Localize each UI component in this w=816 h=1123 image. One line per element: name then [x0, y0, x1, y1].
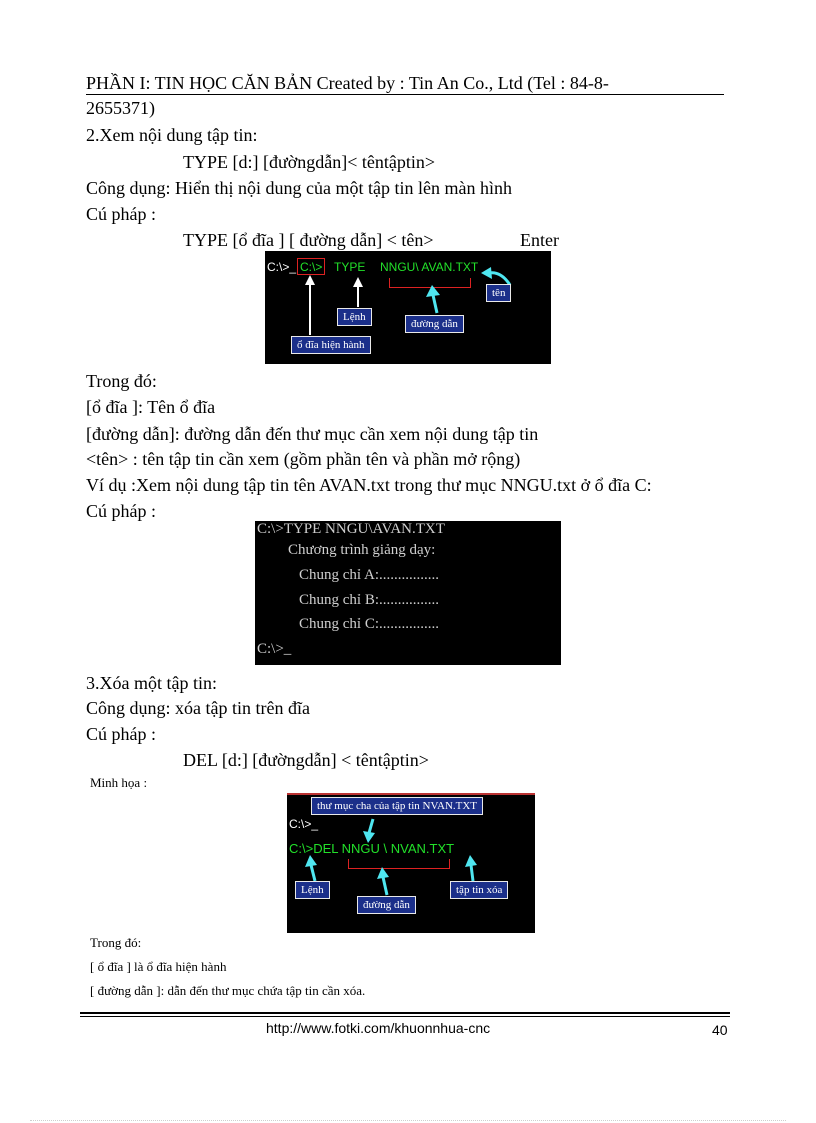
- prompt-text: C:\>_: [267, 260, 297, 274]
- section-2-item-3: <tên> : tên tập tin cần xem (gồm phần tên và phần mở rộng): [86, 449, 521, 469]
- drive-text: C:\>: [300, 260, 323, 274]
- del-command-line: C:\>DEL NNGU \ NVAN.TXT: [289, 841, 455, 856]
- label-parent-dir: thư mục cha của tập tin NVAN.TXT: [311, 797, 483, 815]
- section-3-trong-do: Trong đó:: [90, 935, 142, 950]
- label-o-dia: ổ đĩa hiện hành: [291, 336, 371, 354]
- section-2-cu-phap: Cú pháp :: [86, 204, 156, 224]
- output-line-6: C:\>_: [257, 641, 292, 657]
- output-line-3: Chung chỉ A:................: [299, 567, 440, 583]
- section-2-item-1: [ổ đĩa ]: Tên ổ đĩa: [86, 397, 216, 417]
- label-lenh: Lệnh: [337, 308, 372, 326]
- section-2-trong-do: Trong đó:: [86, 371, 157, 391]
- figure-del-command: [287, 793, 535, 933]
- figure-type-output: [255, 521, 561, 665]
- del-label-tap-tin: tập tin xóa: [450, 881, 508, 899]
- section-2-cu-phap-2: Cú pháp :: [86, 501, 156, 521]
- footer-rule-thin: [80, 1016, 730, 1017]
- section-3-item-2: [ đường dẫn ]: dẫn đến thư mục chứa tập tin cần xóa.: [90, 983, 366, 998]
- page-header: PHẦN I: TIN HỌC CĂN BẢN Created by : Tin An Co., Ltd (Tel : 84-8-: [86, 73, 609, 93]
- command-text: TYPE: [334, 260, 366, 274]
- label-ten: tên: [486, 284, 511, 302]
- enter-key-label: Enter: [520, 230, 559, 250]
- section-2-usage: Công dụng: Hiển thị nội dung của một tập tin lên màn hình: [86, 178, 512, 198]
- page-number: 40: [712, 1022, 728, 1038]
- section-3-title: 3.Xóa một tập tin:: [86, 673, 217, 693]
- section-3-item-1: [ ổ đĩa ] là ổ đĩa hiện hành: [90, 959, 227, 974]
- section-2-item-2: [đường dẫn]: đường dẫn đến thư mục cần xem nội dung tập tin: [86, 424, 539, 444]
- section-3-usage: Công dụng: xóa tập tin trên đĩa: [86, 698, 310, 718]
- page-header-cont: 2655371): [86, 98, 155, 118]
- path-text: NNGU\ AVAN.TXT: [380, 260, 479, 274]
- section-2-title: 2.Xem nội dung tập tin:: [86, 125, 258, 145]
- del-prompt: C:\>_: [289, 817, 319, 831]
- section-3-minh-hoa: Minh họa :: [90, 775, 148, 790]
- del-label-duong-dan: đường dẫn: [357, 896, 416, 914]
- footer-rule-thick: [80, 1012, 730, 1014]
- section-3-cu-phap: Cú pháp :: [86, 724, 156, 744]
- label-duong-dan: đường dẫn: [405, 315, 464, 333]
- figure-type-command: [265, 251, 551, 364]
- output-line-5: Chung chỉ C:................: [299, 616, 440, 632]
- output-line-2: Chương trình giảng dạy:: [288, 542, 436, 558]
- section-2-syntax2: TYPE [ổ đĩa ] [ đường dẫn] < tên>: [183, 230, 434, 250]
- section-2-syntax: TYPE [d:] [đườngdẫn]< têntậptin>: [183, 152, 436, 172]
- section-2-example: Ví dụ :Xem nội dung tập tin tên AVAN.txt trong thư mục NNGU.txt ở ổ đĩa C:: [86, 475, 652, 495]
- footer-url: http://www.fotki.com/khuonnhua-cnc: [266, 1020, 491, 1036]
- header-rule: [86, 94, 724, 95]
- page-bottom-edge: [30, 1120, 786, 1121]
- output-line-4: Chung chỉ B:................: [299, 592, 440, 608]
- section-3-syntax: DEL [d:] [đườngdẫn] < têntậptin>: [183, 750, 429, 770]
- output-line-1: C:\>TYPE NNGU\AVAN.TXT: [257, 521, 445, 537]
- del-label-lenh: Lệnh: [295, 881, 330, 899]
